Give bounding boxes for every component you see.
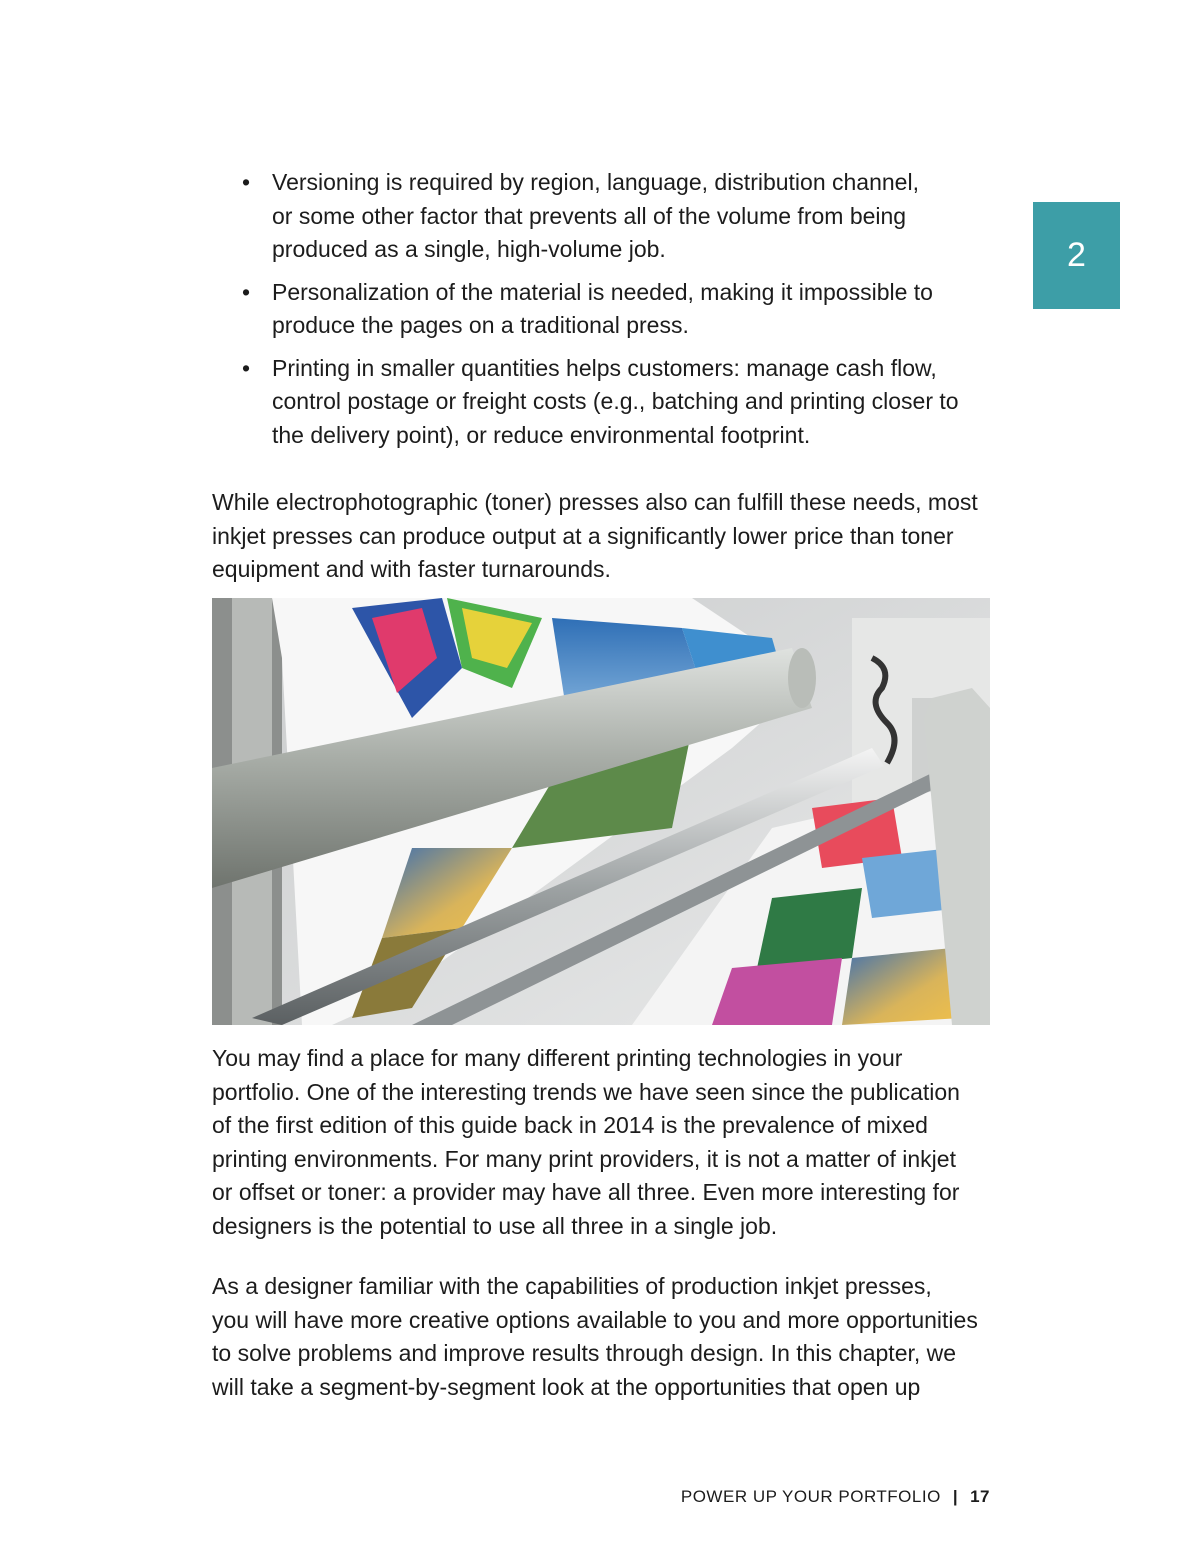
footer-title: POWER UP YOUR PORTFOLIO	[680, 1487, 941, 1506]
paragraph-line: equipment and with faster turnarounds.	[212, 556, 611, 582]
paragraph-line: inkjet presses can produce output at a significantly lower price than toner	[212, 522, 954, 549]
bullet-line: produce the pages on a traditional press.	[272, 312, 689, 338]
paragraph-line: portfolio. One of the interesting trends we have seen since the publication	[212, 1078, 960, 1105]
page-number: 17	[970, 1487, 990, 1506]
chapter-number: 2	[1067, 236, 1086, 274]
bullet-line: Personalization of the material is needed, making it impossible to	[272, 278, 933, 305]
bullet-icon: •	[242, 169, 251, 195]
footer-separator: |	[952, 1487, 959, 1506]
paragraph-line: designers is the potential to use all three in a single job.	[212, 1212, 778, 1239]
paragraph-mixed-environments	[212, 1042, 1002, 1243]
paragraph-line: will take a segment-by-segment look at the opportunities that open up	[212, 1373, 921, 1400]
bullet-line: or some other factor that prevents all of the volume from being	[272, 202, 907, 229]
bullet-item	[212, 166, 1002, 267]
bullet-list	[212, 166, 1002, 461]
paragraph-line: you will have more creative options available to you and more opportunities	[212, 1306, 978, 1333]
bullet-item	[212, 352, 1002, 453]
paragraph-line: printing environments. For many print providers, it is not a matter of inkjet	[212, 1145, 956, 1172]
paragraph-line: to solve problems and improve results through design. In this chapter, we	[212, 1340, 957, 1366]
chapter-tab	[1033, 202, 1120, 309]
bullet-line: control postage or freight costs (e.g., batching and printing closer to	[272, 388, 959, 414]
paragraph-line: of the first edition of this guide back in 2014 is the prevalence of mixed	[212, 1112, 928, 1138]
paragraph-line: As a designer familiar with the capabilities of production inkjet presses,	[212, 1273, 932, 1299]
inkjet-press-photo	[212, 598, 990, 1025]
bullet-icon: •	[242, 354, 251, 381]
paragraph-designer-options	[212, 1270, 1002, 1404]
paragraph-line: or offset or toner: a provider may have all three. Even more interesting for	[212, 1179, 960, 1205]
bullet-line: Printing in smaller quantities helps customers: manage cash flow,	[272, 354, 937, 381]
paragraph-line: While electrophotographic (toner) presses also can fulfill these needs, most	[212, 489, 978, 515]
paragraph-toner-comparison	[212, 486, 1002, 587]
bullet-line: the delivery point), or reduce environmental footprint.	[272, 421, 811, 448]
bullet-line: Versioning is required by region, language, distribution channel,	[272, 169, 919, 195]
paragraph-line: You may find a place for many different printing technologies in your	[212, 1045, 903, 1071]
bullet-item	[212, 276, 1002, 343]
page-footer	[681, 1487, 990, 1507]
bullet-line: produced as a single, high-volume job.	[272, 236, 666, 262]
bullet-icon: •	[242, 278, 251, 305]
